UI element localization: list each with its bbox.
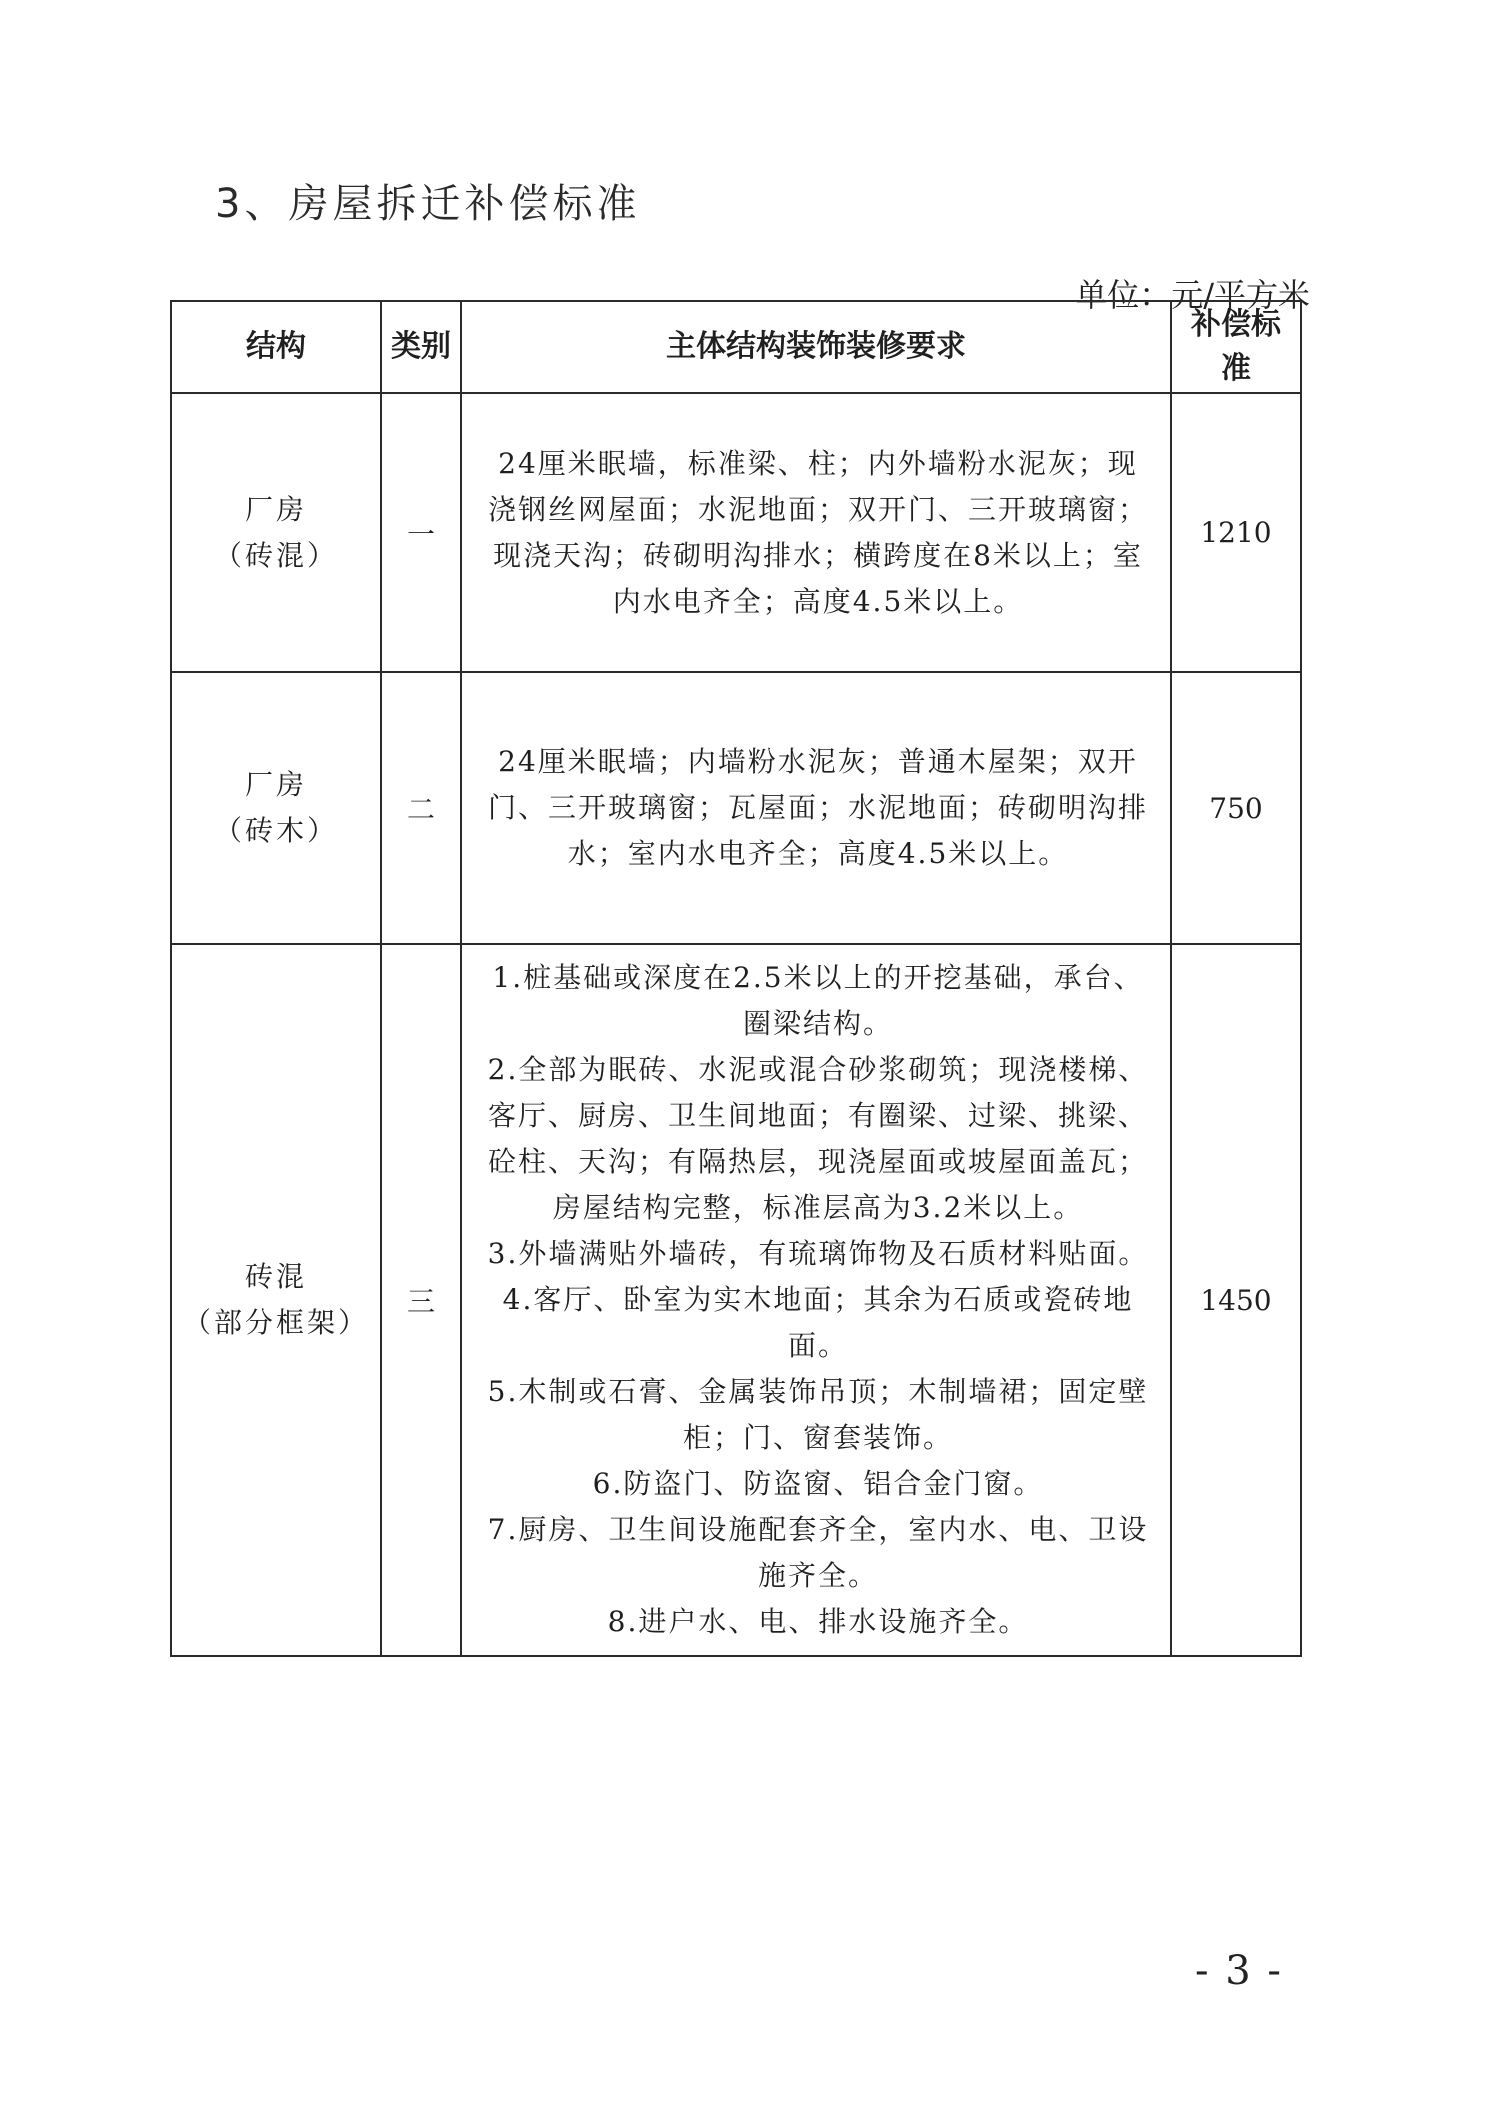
requirement-item: 4.客厅、卧室为实木地面；其余为石质或瓷砖地面。 [502,1283,1134,1362]
header-standard: 补偿标准 [1171,301,1301,393]
section-title: 3、房屋拆迁补偿标准 [215,181,641,227]
structure-cell [171,944,381,1656]
structure-cell [171,672,381,944]
header-structure: 结构 [171,301,381,393]
category-cell: 三 [381,944,461,1656]
requirement-item: 24厘米眠墙；内墙粉水泥灰；普通木屋架；双开门、三开玻璃窗；瓦屋面；水泥地面；砖砌明沟排水；室内水电齐全；高度4.5米以上。 [487,745,1148,870]
requirement-item: 6.防盗门、防盗窗、铝合金门窗。 [592,1467,1044,1500]
requirements-cell [461,944,1171,1656]
page-number: - 3 - [1195,1948,1283,1994]
category-cell: 二 [381,672,461,944]
structure-type: 厂房 [244,492,307,526]
requirement-item: 5.木制或石膏、金属装饰吊顶；木制墙裙；固定壁柜；门、窗套装饰。 [487,1375,1149,1454]
structure-material: （部分框架） [182,1306,369,1339]
structure-material: （砖木） [213,814,338,847]
unit-label: 单位：元/平方米 [1075,276,1310,314]
table-header-row [171,301,1301,393]
category-cell: 一 [381,393,461,672]
table-row [171,672,1301,944]
requirement-item: 8.进户水、电、排水设施齐全。 [607,1605,1029,1638]
structure-type: 砖混 [244,1260,307,1293]
requirement-item: 1.桩基础或深度在2.5米以上的开挖基础，承台、圈梁结构。 [492,961,1144,1040]
requirement-item: 7.厨房、卫生间设施配套齐全，室内水、电、卫设施齐全。 [487,1513,1149,1592]
structure-material: （砖混） [213,538,338,572]
structure-type: 厂房 [244,768,307,801]
requirement-item: 3.外墙满贴外墙砖，有琉璃饰物及石质材料贴面。 [487,1237,1149,1270]
requirements-cell [461,393,1171,672]
standard-cell: 1450 [1171,944,1301,1656]
header-category: 类别 [381,301,461,393]
compensation-table [170,300,1302,1657]
header-requirements: 主体结构装饰装修要求 [461,301,1171,393]
requirement-item: 2.全部为眠砖、水泥或混合砂浆砌筑；现浇楼梯、客厅、厨房、卫生间地面；有圈梁、过梁、挑梁、砼柱、天沟；有隔热层，现浇屋面或坡屋面盖瓦；房屋结构完整，标准层高为3.2米以上。 [487,1053,1149,1224]
requirements-cell [461,672,1171,944]
structure-cell [171,393,381,672]
standard-cell: 750 [1171,672,1301,944]
table-row [171,393,1301,672]
standard-cell: 1210 [1171,393,1301,672]
table-row [171,944,1301,1656]
requirement-item: 24厘米眠墙，标准梁、柱；内外墙粉水泥灰；现浇钢丝网屋面；水泥地面；双开门、三开玻璃窗；现浇天沟；砖砌明沟排水；横跨度在8米以上；室内水电齐全；高度4.5米以上。 [487,446,1148,618]
